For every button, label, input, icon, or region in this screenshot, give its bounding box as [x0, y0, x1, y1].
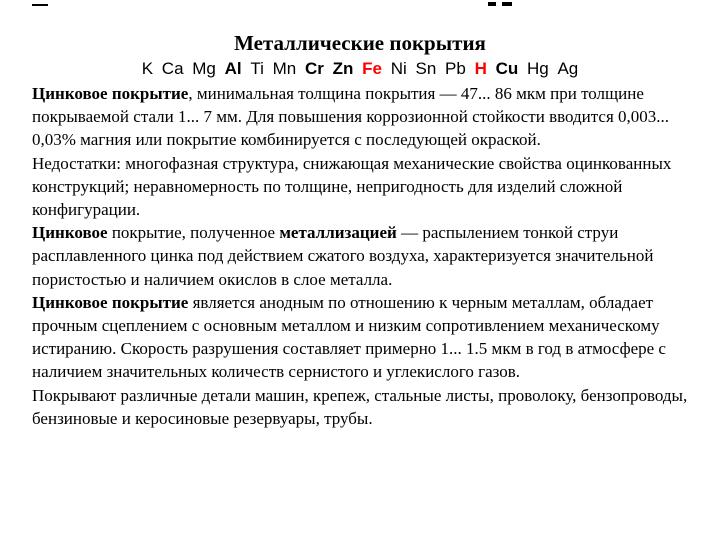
metal-symbol: Cu: [495, 59, 519, 78]
metal-symbol: Fe: [362, 59, 382, 78]
text-run: является анодным по отношению к черным металлам, обладает прочным сцеплением с основным металлом и низким сопротивлением механическому истиранию. Скорость разрушения составляет примерно 1... 1.5 мкм в год в атмосфере с наличием значительных количеств сернистого и углекислого газов.: [32, 292, 666, 382]
metal-activity-series: [0, 59, 720, 79]
text-run: , минимальная толщина покрытия — 47... 86 мкм при толщине покрываемой стали 1... 7 мм. Для повышения коррозионной стойкости вводится 0,003... 0,03% магния или покрытие комбинируется с последующей окраской.: [32, 84, 670, 150]
metal-symbol: Hg: [527, 59, 549, 78]
paragraph: [32, 82, 702, 152]
artifact-mark: [32, 4, 48, 6]
metal-symbol: Mn: [272, 59, 297, 78]
text-run: покрытие, полученное: [107, 223, 280, 243]
paragraph: [32, 221, 702, 291]
top-cropped-text-artifact: [0, 0, 720, 10]
bold-text-run: Цинковое: [32, 223, 108, 243]
paragraph: [32, 384, 702, 430]
bold-text-run: Цинковое покрытие: [32, 292, 189, 312]
text-run: — распылением тонкой струи расплавленного цинка под действием сжатого воздуха, характеризуется значительной пористостью и наличием окислов в слое металла.: [32, 223, 654, 289]
metal-symbol: Al: [224, 59, 242, 78]
artifact-mark: [502, 2, 512, 6]
metal-symbol: Ni: [390, 59, 407, 78]
metal-symbol: K: [141, 59, 154, 78]
text-run: Покрывают различные детали машин, крепеж, стальные листы, проволоку, бензопроводы, бензиновые и керосиновые резервуары, трубы.: [32, 385, 688, 428]
metal-symbol: Mg: [192, 59, 216, 78]
bold-text-run: Цинковое покрытие: [32, 84, 189, 103]
metal-symbol: Ca: [161, 59, 184, 78]
metal-symbol: Sn: [415, 59, 437, 78]
metal-symbol: Cr: [304, 59, 324, 78]
paragraph: [32, 152, 702, 222]
metal-symbol: Pb: [445, 59, 466, 78]
document-body: [32, 82, 702, 430]
metal-symbol: Ti: [250, 59, 264, 78]
metal-symbol: H: [474, 59, 487, 78]
text-run: Недостатки: многофазная структура, снижающая механические свойства оцинкованных конструкций; неравномерность по толщине, непригодность для изделий сложной конфигурации.: [32, 153, 672, 220]
metal-symbol: Ag: [557, 59, 579, 78]
metal-symbol: Zn: [332, 59, 354, 78]
artifact-mark: [488, 2, 496, 6]
page-title: Металлические покрытия: [234, 31, 486, 55]
paragraph: [32, 291, 702, 384]
bold-text-run: металлизацией: [279, 223, 397, 243]
